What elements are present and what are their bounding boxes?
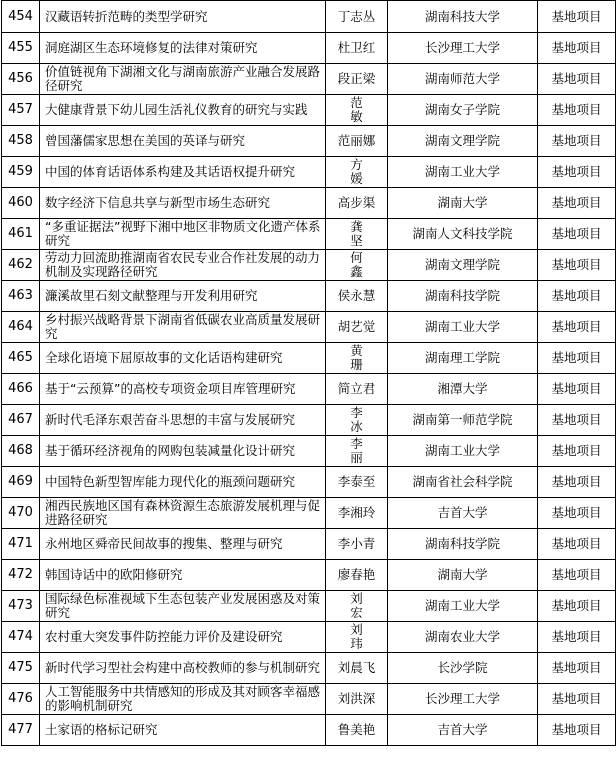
table-row: [2, 529, 616, 560]
table-row: [2, 64, 616, 95]
project-type: 基地项目: [538, 95, 616, 126]
project-title: 中国特色新型智库能力现代化的瓶颈问题研究: [40, 467, 326, 498]
project-type: 基地项目: [538, 126, 616, 157]
row-number: 456: [2, 64, 40, 95]
affiliation: 长沙学院: [388, 653, 538, 684]
affiliation: 湖南工业大学: [388, 436, 538, 467]
project-title: 数字经济下信息共享与新型市场生态研究: [40, 188, 326, 219]
project-title: 价值链视角下湖湘文化与湖南旅游产业融合发展路径研究: [40, 64, 326, 95]
row-number: 461: [2, 219, 40, 250]
row-number: 465: [2, 343, 40, 374]
row-number: 457: [2, 95, 40, 126]
row-number: 473: [2, 591, 40, 622]
project-title: 基于循环经济视角的网购包装减量化设计研究: [40, 436, 326, 467]
project-type: 基地项目: [538, 529, 616, 560]
project-leader: 杜卫红: [326, 33, 388, 64]
project-title: 曾国藩儒家思想在美国的英译与研究: [40, 126, 326, 157]
project-type: 基地项目: [538, 715, 616, 746]
project-title: 国际绿色标准视域下生态包装产业发展困惑及对策研究: [40, 591, 326, 622]
project-leader: 鲁美艳: [326, 715, 388, 746]
project-leader: 段正梁: [326, 64, 388, 95]
affiliation: 吉首大学: [388, 715, 538, 746]
row-number: 469: [2, 467, 40, 498]
project-title: 洞庭湖区生态环境修复的法律对策研究: [40, 33, 326, 64]
project-title: 韩国诗话中的欧阳修研究: [40, 560, 326, 591]
table-row: [2, 560, 616, 591]
project-title: 濂溪故里石刻文献整理与开发利用研究: [40, 281, 326, 312]
project-title: “多重证据法”视野下湘中地区非物质文化遗产体系研究: [40, 219, 326, 250]
row-number: 466: [2, 374, 40, 405]
affiliation: 湖南文理学院: [388, 126, 538, 157]
affiliation: 湖南女子学院: [388, 95, 538, 126]
project-type: 基地项目: [538, 312, 616, 343]
row-number: 467: [2, 405, 40, 436]
affiliation: 湖南大学: [388, 560, 538, 591]
row-number: 460: [2, 188, 40, 219]
affiliation: 湖南大学: [388, 188, 538, 219]
project-title: 全球化语境下屈原故事的文化话语构建研究: [40, 343, 326, 374]
project-leader: 黄珊: [326, 343, 388, 374]
project-type: 基地项目: [538, 250, 616, 281]
affiliation: 湖南工业大学: [388, 157, 538, 188]
table-row: [2, 715, 616, 746]
project-title: 中国的体育话语体系构建及其话语权提升研究: [40, 157, 326, 188]
affiliation: 湖南工业大学: [388, 312, 538, 343]
table-row: [2, 653, 616, 684]
table-row: [2, 405, 616, 436]
affiliation: 长沙理工大学: [388, 33, 538, 64]
project-type: 基地项目: [538, 1, 616, 33]
project-leader: 刘晨飞: [326, 653, 388, 684]
affiliation: 湖南科技学院: [388, 281, 538, 312]
project-title: 永州地区舜帝民间故事的搜集、整理与研究: [40, 529, 326, 560]
project-leader: 李泰至: [326, 467, 388, 498]
row-number: 468: [2, 436, 40, 467]
affiliation: 湘潭大学: [388, 374, 538, 405]
project-leader: 李小青: [326, 529, 388, 560]
row-number: 476: [2, 684, 40, 715]
table-row: [2, 467, 616, 498]
affiliation: 湖南省社会科学院: [388, 467, 538, 498]
table-row: [2, 126, 616, 157]
project-type: 基地项目: [538, 405, 616, 436]
table-row: [2, 343, 616, 374]
row-number: 455: [2, 33, 40, 64]
project-type: 基地项目: [538, 498, 616, 529]
affiliation: 湖南理工学院: [388, 343, 538, 374]
project-type: 基地项目: [538, 219, 616, 250]
project-title: 乡村振兴战略背景下湖南省低碳农业高质量发展研究: [40, 312, 326, 343]
project-type: 基地项目: [538, 622, 616, 653]
table-row: [2, 33, 616, 64]
project-leader: 范敏: [326, 95, 388, 126]
project-title: 新时代毛泽东艰苦奋斗思想的丰富与发展研究: [40, 405, 326, 436]
affiliation: 湖南农业大学: [388, 622, 538, 653]
project-type: 基地项目: [538, 560, 616, 591]
table-row: [2, 95, 616, 126]
table-row: [2, 684, 616, 715]
project-title: 基于“云预算”的高校专项资金项目库管理研究: [40, 374, 326, 405]
row-number: 472: [2, 560, 40, 591]
project-leader: 高步渠: [326, 188, 388, 219]
project-leader: 李丽: [326, 436, 388, 467]
table-row: [2, 498, 616, 529]
affiliation: 湖南科技大学: [388, 1, 538, 33]
project-type: 基地项目: [538, 374, 616, 405]
project-leader: 侯永慧: [326, 281, 388, 312]
project-table-body: [2, 1, 616, 746]
table-row: [2, 281, 616, 312]
affiliation: 湖南科技学院: [388, 529, 538, 560]
project-type: 基地项目: [538, 467, 616, 498]
row-number: 459: [2, 157, 40, 188]
table-row: [2, 219, 616, 250]
row-number: 477: [2, 715, 40, 746]
row-number: 458: [2, 126, 40, 157]
project-leader: 刘玮: [326, 622, 388, 653]
row-number: 454: [2, 1, 40, 33]
project-title: 劳动力回流助推湖南省农民专业合作社发展的动力机制及实现路径研究: [40, 250, 326, 281]
row-number: 462: [2, 250, 40, 281]
project-leader: 刘宏: [326, 591, 388, 622]
project-title: 湘西民族地区国有森林资源生态旅游发展机理与促进路径研究: [40, 498, 326, 529]
row-number: 471: [2, 529, 40, 560]
project-type: 基地项目: [538, 33, 616, 64]
row-number: 474: [2, 622, 40, 653]
affiliation: 吉首大学: [388, 498, 538, 529]
table-row: [2, 436, 616, 467]
project-type: 基地项目: [538, 343, 616, 374]
project-leader: 丁志丛: [326, 1, 388, 33]
project-title: 汉藏语转折范畴的类型学研究: [40, 1, 326, 33]
project-title: 大健康背景下幼儿园生活礼仪教育的研究与实践: [40, 95, 326, 126]
project-leader: 何鑫: [326, 250, 388, 281]
project-type: 基地项目: [538, 684, 616, 715]
project-title: 新时代学习型社会构建中高校教师的参与机制研究: [40, 653, 326, 684]
project-title: 土家语的格标记研究: [40, 715, 326, 746]
table-row: [2, 250, 616, 281]
affiliation: 长沙理工大学: [388, 684, 538, 715]
project-type: 基地项目: [538, 436, 616, 467]
project-type: 基地项目: [538, 188, 616, 219]
project-type: 基地项目: [538, 281, 616, 312]
table-row: [2, 1, 616, 33]
project-leader: 范丽娜: [326, 126, 388, 157]
table-row: [2, 312, 616, 343]
row-number: 464: [2, 312, 40, 343]
affiliation: 湖南师范大学: [388, 64, 538, 95]
project-leader: 李冰: [326, 405, 388, 436]
project-title: 农村重大突发事件防控能力评价及建设研究: [40, 622, 326, 653]
table-row: [2, 591, 616, 622]
table-row: [2, 622, 616, 653]
table-row: [2, 374, 616, 405]
project-type: 基地项目: [538, 157, 616, 188]
table-row: [2, 157, 616, 188]
table-row: [2, 188, 616, 219]
project-type: 基地项目: [538, 591, 616, 622]
affiliation: 湖南第一师范学院: [388, 405, 538, 436]
project-leader: 方媛: [326, 157, 388, 188]
project-type: 基地项目: [538, 653, 616, 684]
affiliation: 湖南文理学院: [388, 250, 538, 281]
project-leader: 龚坚: [326, 219, 388, 250]
row-number: 463: [2, 281, 40, 312]
row-number: 470: [2, 498, 40, 529]
project-table: [1, 0, 616, 746]
affiliation: 湖南工业大学: [388, 591, 538, 622]
project-leader: 李湘玲: [326, 498, 388, 529]
project-title: 人工智能服务中共情感知的形成及其对顾客幸福感的影响机制研究: [40, 684, 326, 715]
project-leader: 简立君: [326, 374, 388, 405]
project-leader: 胡艺觉: [326, 312, 388, 343]
project-leader: 刘洪深: [326, 684, 388, 715]
row-number: 475: [2, 653, 40, 684]
affiliation: 湖南人文科技学院: [388, 219, 538, 250]
project-leader: 廖春艳: [326, 560, 388, 591]
project-type: 基地项目: [538, 64, 616, 95]
